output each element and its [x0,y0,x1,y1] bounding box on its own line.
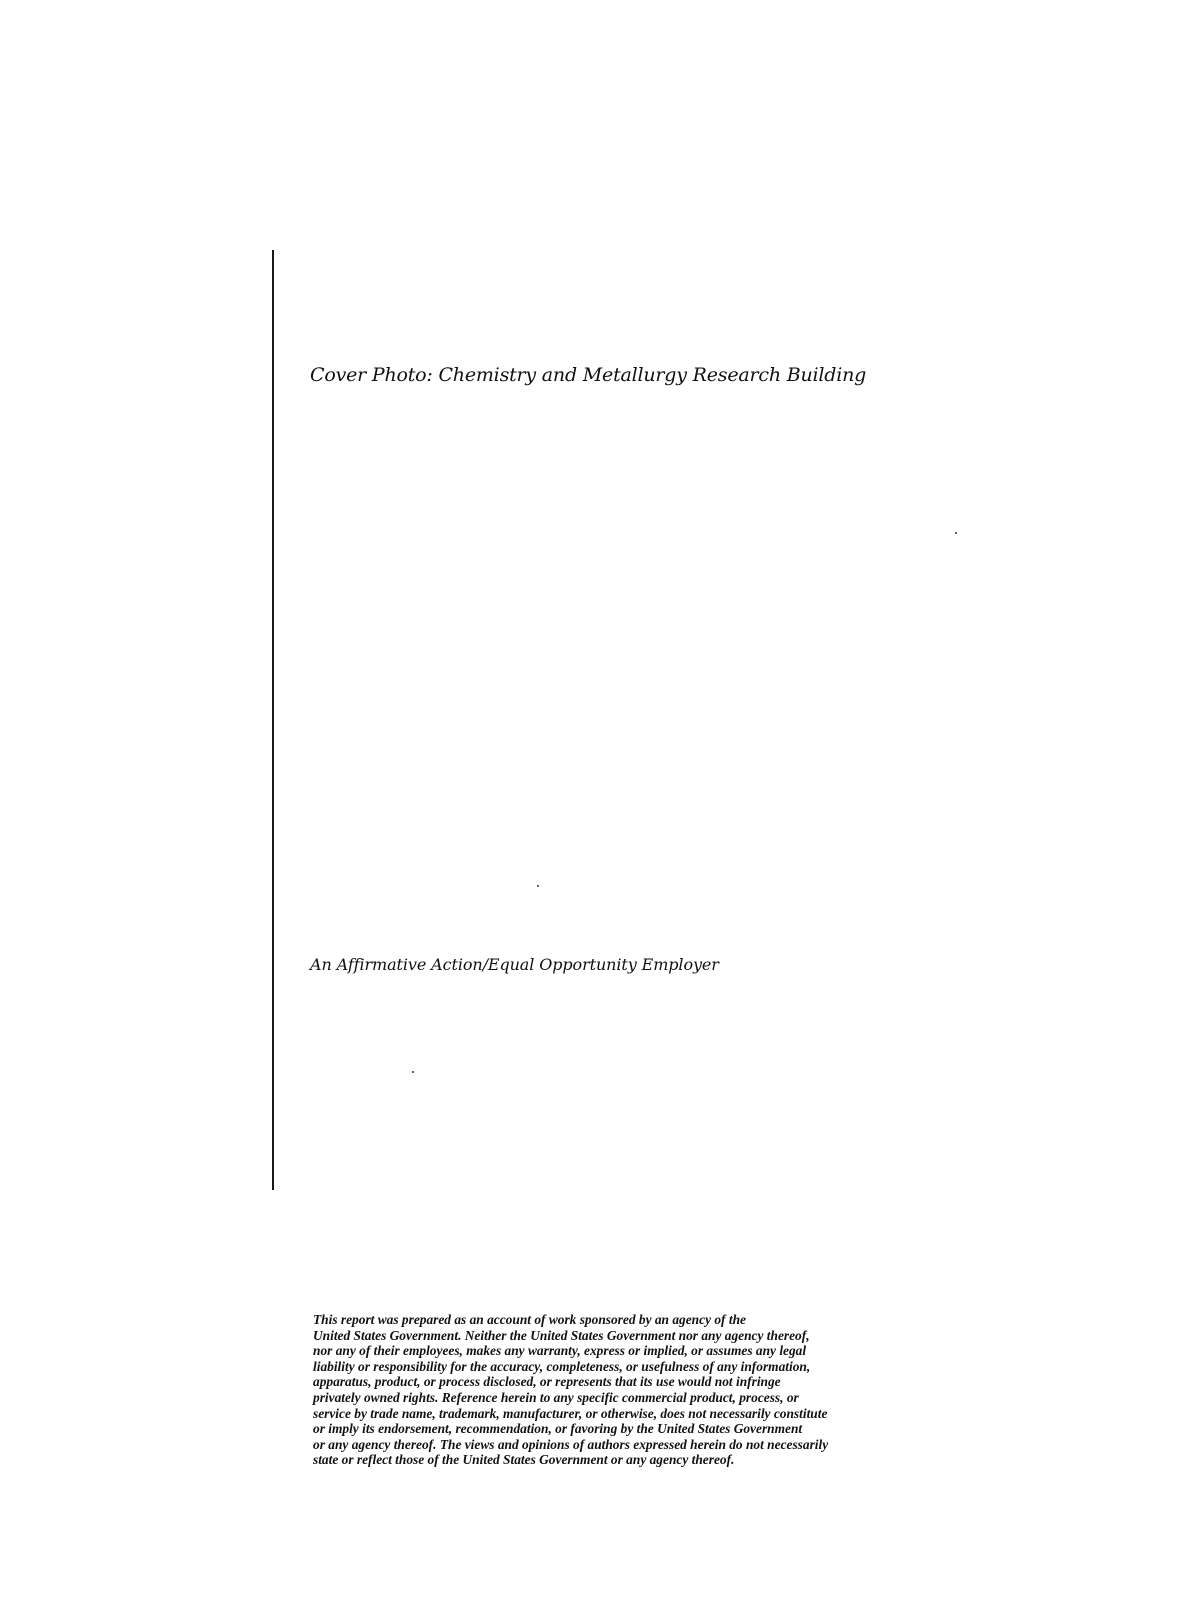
disclaimer-line: service by trade name, trademark, manufacturer, or otherwise, does not necessarily constitute [313,1405,828,1421]
disclaimer-line: apparatus, product, or process disclosed, or represents that its use would not infringe [313,1374,781,1390]
equal-opportunity-statement: An Affirmative Action/Equal Opportunity Employer [310,955,719,974]
cover-photo-caption: Cover Photo: Chemistry and Metallurgy Research Building [310,364,867,386]
scan-speck [412,1071,414,1073]
disclaimer-line: or any agency thereof. The views and opinions of authors expressed herein do not necessarily [313,1436,829,1452]
scan-speck [955,532,957,534]
disclaimer-line: liability or responsibility for the accuracy, completeness, or usefulness of any information, [313,1358,811,1374]
scan-speck [537,885,539,887]
disclaimer-line: state or reflect those of the United States Government or any agency thereof. [313,1452,735,1468]
disclaimer-line: privately owned rights. Reference herein to any specific commercial product, process, or [313,1389,799,1405]
vertical-margin-rule [272,250,274,1190]
disclaimer-line: nor any of their employees, makes any warranty, express or implied, or assumes any legal [313,1343,807,1359]
disclaimer-line: or imply its endorsement, recommendation, or favoring by the United States Government [313,1421,803,1437]
disclaimer-line: This report was prepared as an account of work sponsored by an agency of the [313,1312,746,1327]
disclaimer-line: United States Government. Neither the United States Government nor any agency thereof, [313,1327,810,1343]
government-disclaimer [313,1312,953,1468]
